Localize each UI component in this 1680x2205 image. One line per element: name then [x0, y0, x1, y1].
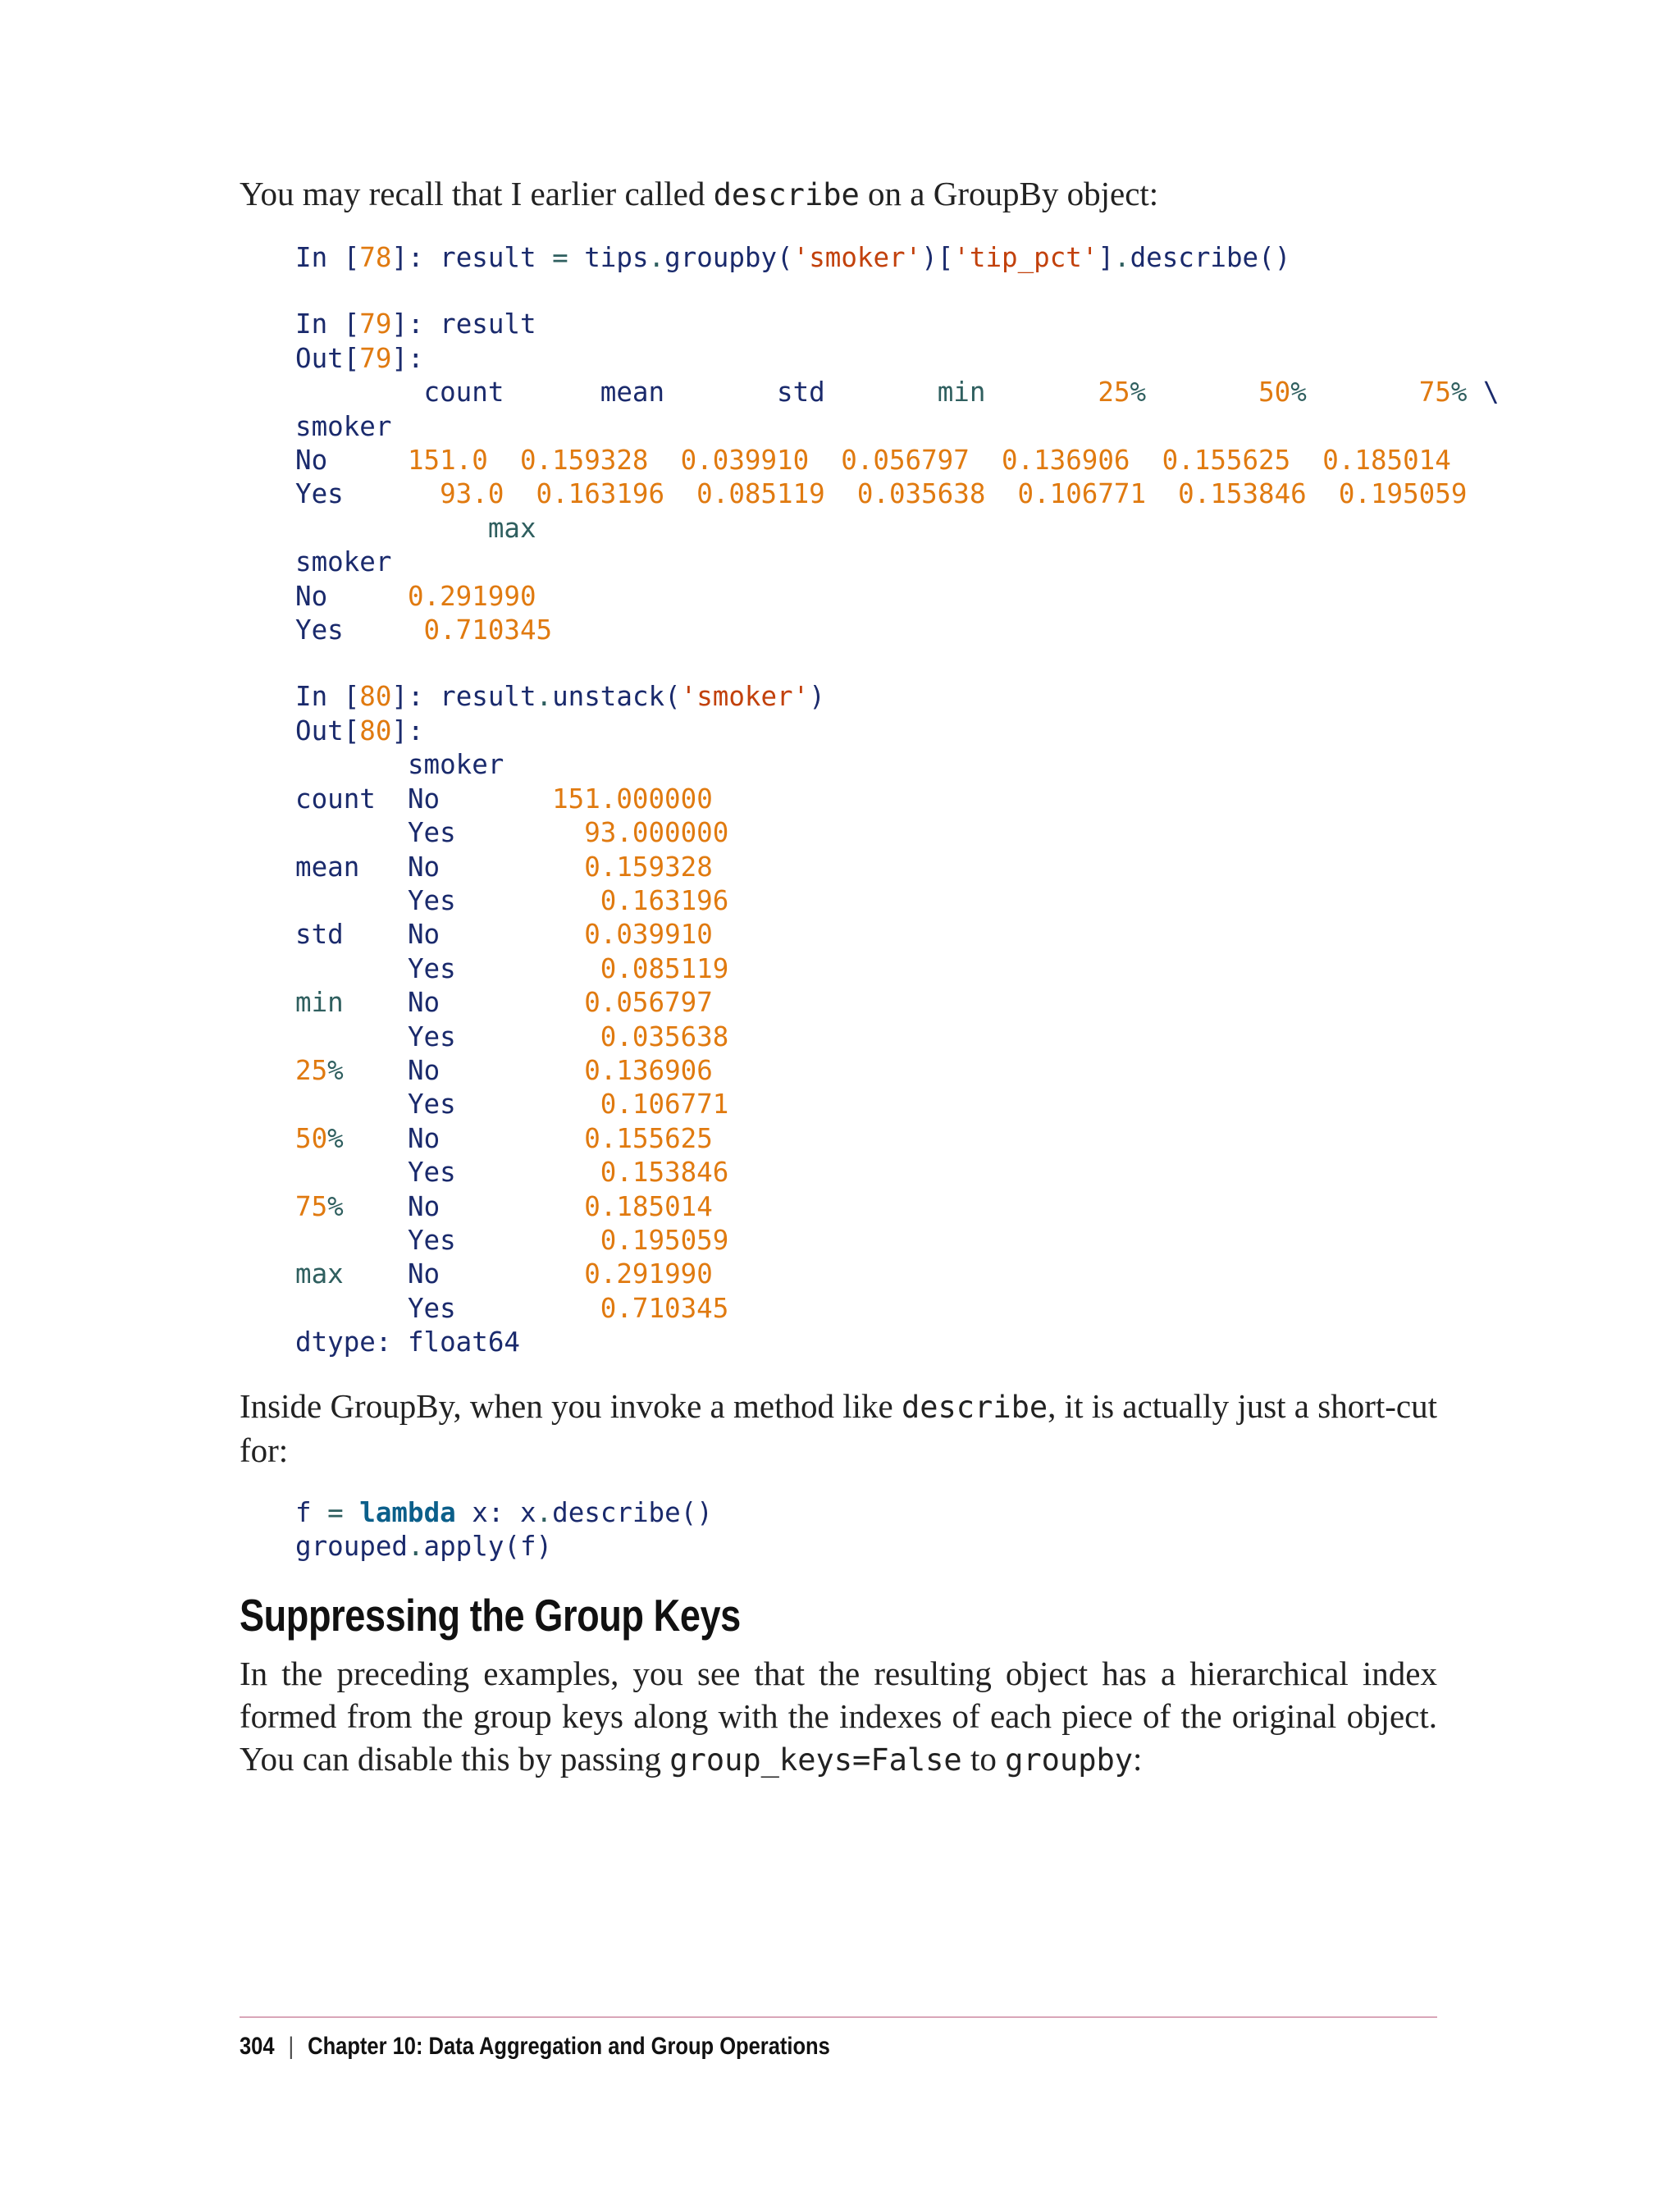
series-row: Yes 0.163196: [407, 884, 729, 916]
series-row: 75% No 0.185014: [295, 1190, 713, 1222]
code-in79: In [79]: result Out[79]: count mean std min 25% 50% 75% \ smoker No 151.0 0.159328 0.039910 0.056797 0.136906 0.155625 0.185014 Yes 93.0 0.163196 0.085119 0.035638 0.106771 0.153846 0.195059 max smoker No 0.291990 Yes 0.710345: [295, 308, 1500, 646]
series-row: std No 0.039910: [295, 919, 713, 951]
group-keys-paragraph: In the preceding examples, you see that the resulting object has a hierarchical index formed from the group keys along with the indexes of each piece of the original object. You can disable this by passing group_keys=False to groupby:: [240, 1655, 1437, 1778]
page-content: [240, 172, 1500, 1782]
intro-paragraph: You may recall that I earlier called describe on a GroupBy object:: [240, 175, 1159, 212]
inline-code-groupby: groupby: [1005, 1742, 1134, 1778]
code-lambda: f = lambda x: x.describe() grouped.apply(f): [295, 1496, 713, 1562]
series-row: Yes 0.106771: [407, 1089, 729, 1121]
inline-code-describe: describe: [901, 1389, 1048, 1425]
series-row: Yes 0.710345: [407, 1292, 729, 1324]
index-name-smoker: smoker: [295, 410, 392, 442]
inline-code-describe: describe: [713, 177, 860, 212]
series-row: count No 151.000000: [295, 783, 713, 815]
page-number: 304: [240, 2033, 275, 2060]
series-row: max No 0.291990: [295, 1258, 713, 1290]
series-row: 50% No 0.155625: [295, 1122, 713, 1154]
series-row: Yes 0.035638: [407, 1020, 729, 1052]
code-in80: In [80]: result.unstack('smoker') Out[80]: smoker count No 151.000000 Yes 93.000000 mean No 0.159328 Yes 0.163196 std No 0.039910 Yes 0.085119 min No 0.056797 Yes 0.035638 25% No 0.136906 Yes 0.106771 50% No 0.155625 Yes 0.153846 75% No 0.185014 Yes 0.195059 max No 0.291990 Yes 0.710345 dtype: float64: [295, 681, 825, 1358]
series-row: Yes 0.195059: [407, 1224, 729, 1256]
chapter-title: Chapter 10: Data Aggregation and Group Operations: [308, 2033, 830, 2060]
inline-code-group-keys: group_keys=False: [669, 1742, 962, 1778]
footer-rule: [240, 2016, 1437, 2018]
series-row: Yes 0.085119: [407, 952, 729, 984]
series-row: Yes 0.153846: [407, 1157, 729, 1189]
groupby-paragraph: Inside GroupBy, when you invoke a method like describe, it is actually just a short-cut for:: [240, 1386, 1437, 1469]
section-heading: Suppressing the Group Keys: [240, 1590, 741, 1641]
series-row: 25% No 0.136906: [295, 1054, 713, 1086]
page-footer: [240, 2016, 1437, 2060]
footer-separator: |: [288, 2033, 294, 2060]
series-row: min No 0.056797: [295, 987, 713, 1019]
code-in78: In [78]: result = tips.groupby('smoker')['tip_pct'].describe(): [295, 242, 1291, 273]
series-row: Yes 93.000000: [407, 817, 729, 849]
series-row: mean No 0.159328: [295, 851, 713, 883]
